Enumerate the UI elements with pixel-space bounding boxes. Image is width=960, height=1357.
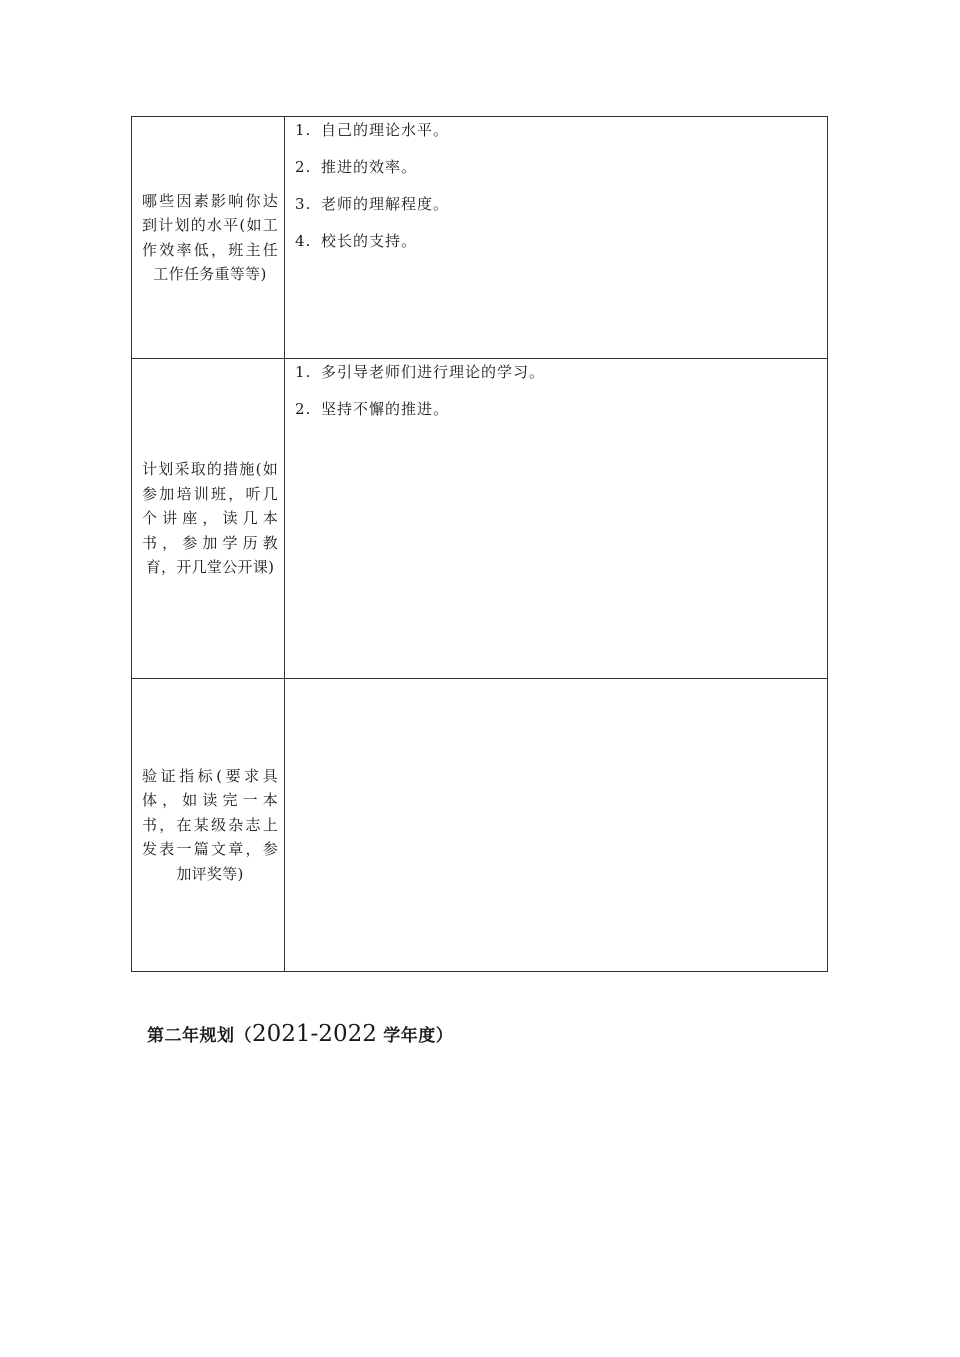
item-text: 校长的支持。 — [321, 232, 418, 250]
item-number: 4. — [295, 232, 312, 250]
item-list — [285, 117, 827, 251]
item-text: 老师的理解程度。 — [321, 195, 450, 213]
heading-prefix: 第二年规划（ — [147, 1026, 252, 1046]
list-item — [295, 121, 827, 140]
item-text: 自己的理论水平。 — [321, 121, 450, 139]
list-item — [295, 363, 827, 382]
row-label: 计划采取的措施(如参加培训班，听几个讲座，读几本书，参加学历教育，开几堂公开课) — [142, 460, 278, 577]
row-content-cell — [285, 679, 828, 972]
row-label: 哪些因素影响你达到计划的水平(如工作效率低，班主任工作任务重等等) — [142, 191, 278, 283]
item-number: 3. — [295, 195, 312, 213]
row-label-cell — [132, 117, 285, 359]
heading-suffix: 学年度） — [376, 1026, 454, 1046]
list-item — [295, 195, 827, 214]
row-label-cell — [132, 359, 285, 679]
row-content-cell — [285, 117, 828, 359]
item-text: 多引导老师们进行理论的学习。 — [321, 363, 546, 381]
item-number: 2. — [295, 400, 312, 418]
list-item — [295, 400, 827, 419]
item-text: 坚持不懈的推进。 — [321, 400, 450, 418]
section-heading — [147, 1021, 453, 1047]
item-list — [285, 359, 827, 419]
heading-years: 2021-2022 — [252, 1021, 377, 1047]
item-number: 1. — [295, 121, 312, 139]
item-number: 2. — [295, 158, 312, 176]
table-row — [132, 117, 828, 359]
list-item — [295, 158, 827, 177]
table-row — [132, 679, 828, 972]
row-content-cell — [285, 359, 828, 679]
item-text: 推进的效率。 — [321, 158, 418, 176]
row-label-cell — [132, 679, 285, 972]
table-row — [132, 359, 828, 679]
item-number: 1. — [295, 363, 312, 381]
plan-table — [131, 116, 828, 972]
row-label: 验证指标(要求具体，如读完一本书，在某级杂志上发表一篇文章，参加评奖等) — [142, 766, 278, 883]
list-item — [295, 232, 827, 251]
